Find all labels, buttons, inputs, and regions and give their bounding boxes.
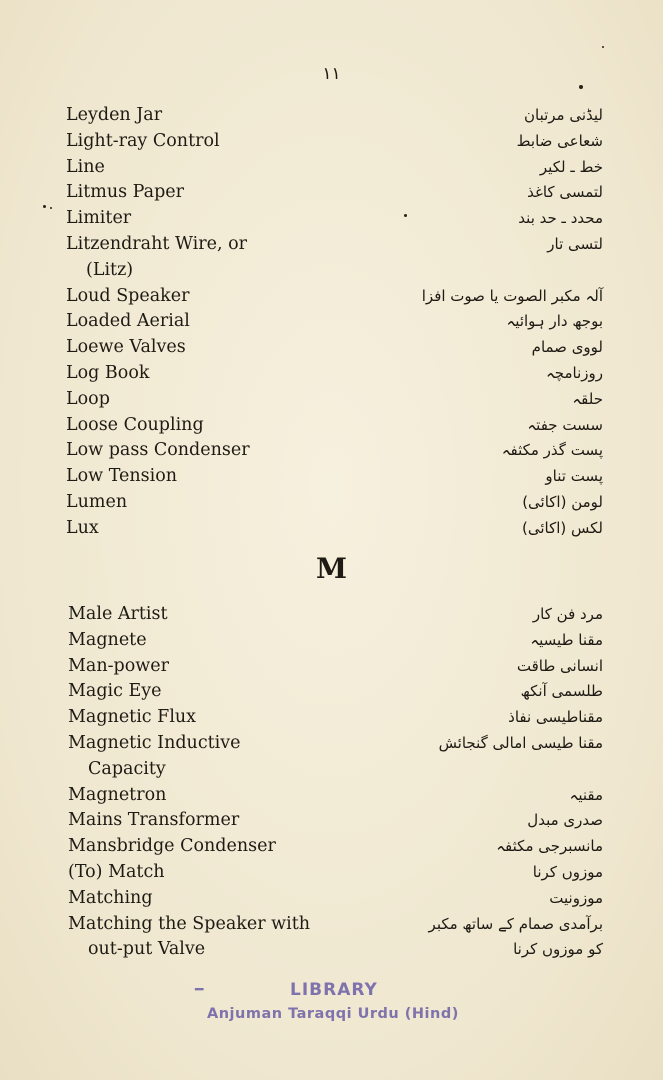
urdu-term: مانسبرجی مکثفہ <box>496 837 603 856</box>
glossary-entry-continuation <box>0 258 663 284</box>
english-term: Man-power <box>68 655 169 676</box>
glossary-section-m <box>0 602 663 963</box>
glossary-entry-continuation <box>0 757 663 783</box>
urdu-term: برآمدی صمام کے ساتھ مکبر <box>428 914 603 933</box>
urdu-term: پست گذر مکثفہ <box>501 441 603 460</box>
stamp-dash: ━ <box>195 982 204 998</box>
glossary-entry <box>0 628 663 654</box>
english-term: Lux <box>66 517 99 538</box>
english-term: (Litz) <box>86 259 134 280</box>
english-term: Leyden Jar <box>66 105 163 125</box>
english-term: Low Tension <box>66 466 178 487</box>
ink-speck <box>404 214 407 217</box>
urdu-term: لتمسی کاغذ <box>527 183 603 202</box>
english-term: out-put Valve <box>88 939 206 960</box>
english-term: Mains Transformer <box>68 810 240 831</box>
glossary-entry <box>0 912 663 938</box>
stamp-line-2: Anjuman Taraqqi Urdu (Hind) <box>207 1006 459 1022</box>
english-term: Magic Eye <box>68 681 162 702</box>
glossary-entry <box>0 516 663 542</box>
urdu-term: محدد ـ حد بند <box>518 209 603 228</box>
english-term: Loud Speaker <box>66 285 190 306</box>
glossary-entry <box>0 490 663 516</box>
english-term: Loose Coupling <box>66 414 204 435</box>
english-term: Lumen <box>66 491 128 512</box>
urdu-term: مقنیہ <box>569 785 603 804</box>
glossary-entry <box>0 654 663 680</box>
glossary-entry <box>0 155 663 181</box>
urdu-term: کو موزوں کرنا <box>513 940 603 959</box>
glossary-entry <box>0 206 663 232</box>
urdu-term: مقنا طیسی امالی گنجائش <box>438 733 603 752</box>
english-term: Litzendraht Wire, or <box>66 233 247 254</box>
urdu-term: موزوں کرنا <box>532 862 603 881</box>
urdu-term: سست جفتہ <box>527 415 603 434</box>
english-term: Matching the Speaker with <box>68 913 311 934</box>
urdu-term: لووی صمام <box>531 338 603 357</box>
glossary-entry <box>0 783 663 809</box>
glossary-entry <box>0 232 663 258</box>
urdu-term: بوجھ دار ہوائیہ <box>506 312 603 331</box>
urdu-term: لیڈنی مرتبان <box>523 106 603 124</box>
glossary-entry <box>0 309 663 335</box>
english-term: Loop <box>66 388 110 409</box>
urdu-term: خط ـ لکیر <box>539 157 603 176</box>
glossary-entry <box>0 808 663 834</box>
glossary-entry <box>0 834 663 860</box>
english-term: Male Artist <box>68 604 168 624</box>
urdu-term: حلقہ <box>572 389 603 408</box>
english-term: Light-ray Control <box>66 130 220 151</box>
stamp-line-1: LIBRARY <box>290 980 378 1000</box>
english-term: Log Book <box>66 362 150 383</box>
glossary-entry <box>0 679 663 705</box>
urdu-term: مقناطیسی نفاذ <box>508 708 603 727</box>
english-term: Magnetic Inductive <box>68 732 241 753</box>
english-term: Mansbridge Condenser <box>68 836 276 857</box>
glossary-entry <box>0 705 663 731</box>
urdu-term: لومن (اکائی) <box>522 492 603 511</box>
english-term: Litmus Paper <box>66 182 185 203</box>
urdu-term: مرد فن کار <box>532 605 603 623</box>
english-term: Magnetron <box>68 784 167 805</box>
urdu-term: مقنا طیسیہ <box>530 630 603 649</box>
glossary-entry <box>0 103 663 129</box>
english-term: Capacity <box>88 758 166 779</box>
glossary-entry <box>0 284 663 310</box>
ink-speck <box>43 205 46 208</box>
urdu-term: آلہ مکبر الصوت یا صوت افزا <box>421 286 603 305</box>
glossary-entry <box>0 860 663 886</box>
glossary-entry <box>0 335 663 361</box>
section-heading: M <box>316 552 347 585</box>
english-term: Line <box>66 156 105 177</box>
ink-speck <box>579 85 583 89</box>
english-term: Limiter <box>66 208 132 229</box>
english-term: Magnetic Flux <box>68 707 197 728</box>
urdu-term: روزنامچہ <box>546 363 603 382</box>
glossary-entry <box>0 438 663 464</box>
glossary-entry <box>0 180 663 206</box>
urdu-term: پست تناو <box>545 467 603 486</box>
glossary-section-l <box>0 103 663 542</box>
glossary-entry <box>0 731 663 757</box>
ink-speck <box>50 207 52 209</box>
glossary-entry <box>0 886 663 912</box>
glossary-entry <box>0 602 663 628</box>
urdu-term: شعاعی ضابط <box>516 131 603 150</box>
english-term: Low pass Condenser <box>66 440 250 461</box>
glossary-entry <box>0 413 663 439</box>
urdu-term: لتسی تار <box>547 234 603 253</box>
english-term: Matching <box>68 887 153 908</box>
urdu-term: لکس (اکائی) <box>521 518 603 537</box>
urdu-term: طلسمی آنکھ <box>520 682 603 701</box>
english-term: (To) Match <box>68 861 165 882</box>
english-term: Loaded Aerial <box>66 311 190 332</box>
urdu-term: موزونیت <box>549 888 603 907</box>
glossary-entry-continuation <box>0 937 663 963</box>
urdu-term: انسانی طاقت <box>516 656 603 675</box>
english-term: Loewe Valves <box>66 337 186 358</box>
glossary-entry <box>0 129 663 155</box>
glossary-entry <box>0 464 663 490</box>
page-number: ١١ <box>322 64 341 84</box>
glossary-entry <box>0 387 663 413</box>
glossary-entry <box>0 361 663 387</box>
ink-speck <box>602 46 604 48</box>
english-term: Magnete <box>68 629 147 650</box>
urdu-term: صدری مبدل <box>527 811 603 830</box>
